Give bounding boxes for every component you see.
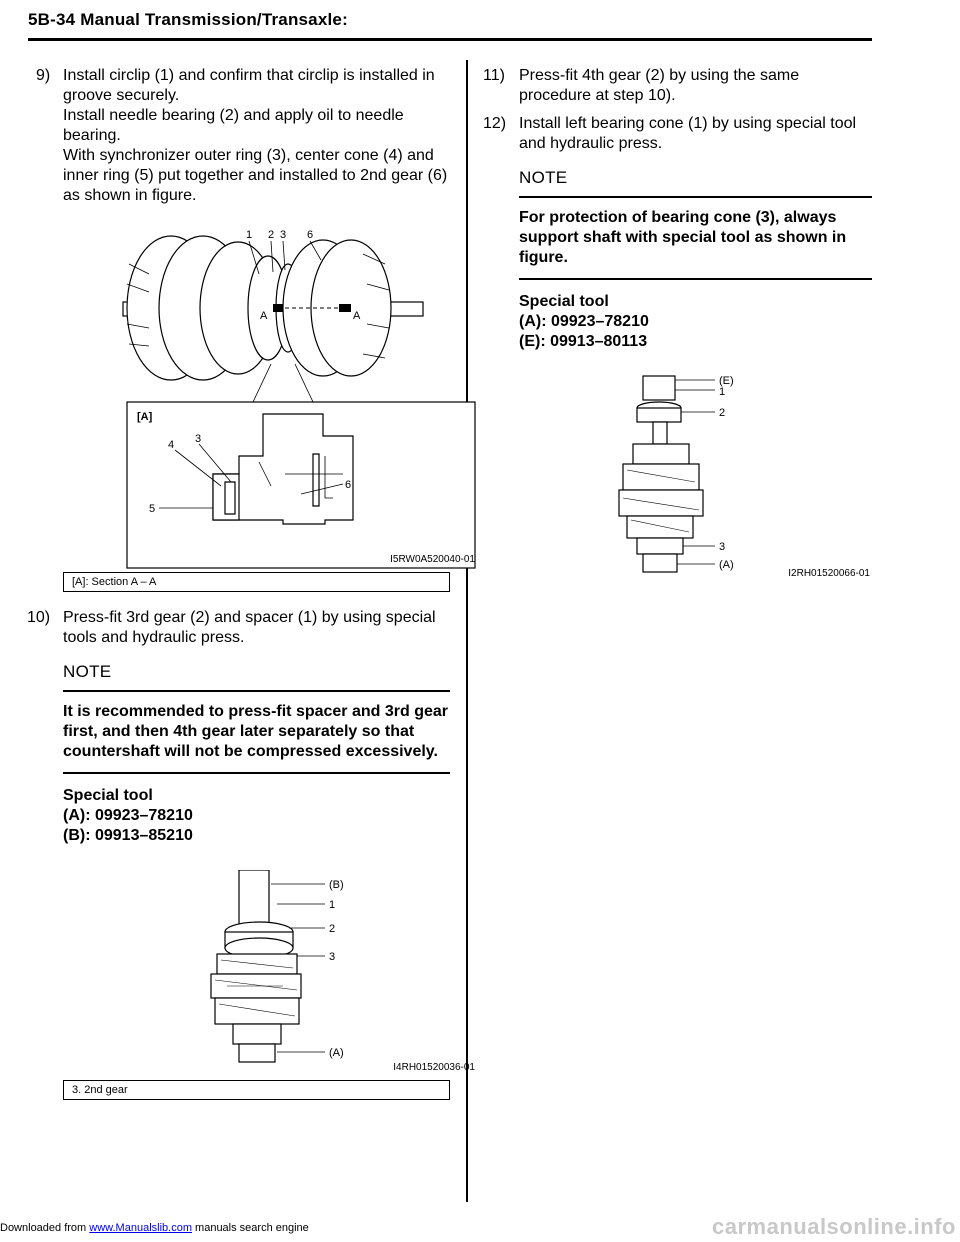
section-label: [A] [137,411,153,423]
figure-id: I5RW0A520040-01 [390,554,475,565]
figure-left-bearing-cone [519,368,872,586]
callout-a: (A) [719,559,734,571]
watermark: carmanualsonline.info [712,1214,956,1239]
special-tool-a: (A): 09923–78210 [519,313,649,330]
note-body: It is recommended to press-fit spacer and 3rd gear first, and then 4th gear later separately so that countershaft will not be compressed excessively. [63,692,450,774]
special-tool-e: (E): 09913–80113 [519,333,648,350]
step-number: 12) [483,115,507,132]
callout-2: 2 [329,923,336,935]
bearing-cone-illustration [519,368,872,586]
page-header [28,10,872,50]
callout-1: 1 [719,386,726,398]
callout-3: 3 [719,541,726,553]
callout-2: 2 [719,407,726,419]
callout-6: 6 [307,229,314,241]
note-block [63,662,450,774]
section-callout-5: 5 [149,503,156,515]
section-mark-a-left: A [260,310,268,322]
step-10-text: Press-fit 3rd gear (2) and spacer (1) by using special tools and hydraulic press. [63,609,436,646]
note-body: For protection of bearing cone (3), always support shaft with special tool as shown in figure. [519,198,872,280]
callout-3: 3 [280,229,287,241]
step-number: 10) [27,609,51,626]
step-9-line-3: With synchronizer outer ring (3), center cone (4) and inner ring (5) put together and installed to 2nd gear (6) as shown in figure. [63,147,448,204]
section-mark-a-right: A [353,310,361,322]
callout-a: (A) [329,1047,344,1059]
special-tool-title: Special tool [519,293,609,310]
special-tool-a: (A): 09923–78210 [63,807,193,824]
note-title: NOTE [63,662,450,692]
section-callout-6: 6 [345,479,352,491]
callout-1: 1 [329,899,336,911]
page-title: 5B-34 Manual Transmission/Transaxle: [28,10,348,29]
callout-e: (E) [719,375,734,387]
step-10 [27,608,450,648]
press-fit-illustration [63,870,477,1080]
callout-1: 1 [246,229,253,241]
callout-b: (B) [329,879,344,891]
figure-press-fit-3rd-gear [63,870,477,1080]
section-callout-4: 4 [168,439,175,451]
footer-suffix: manuals search engine [191,1222,309,1234]
synchronizer-illustration [63,224,477,572]
footer-prefix: Downloaded from [0,1222,90,1234]
step-12 [483,114,872,154]
step-9-line-1: Install circlip (1) and confirm that circlip is installed in groove securely. [63,67,435,104]
figure-id: I2RH01520066-01 [788,568,870,579]
callout-2: 2 [268,229,275,241]
note-block [519,168,872,280]
special-tool-title: Special tool [63,787,153,804]
step-11-text: Press-fit 4th gear (2) by using the same procedure at step 10). [519,67,800,104]
callout-3: 3 [329,951,336,963]
note-title: NOTE [519,168,872,198]
step-11 [483,66,872,106]
section-callout-3: 3 [195,433,202,445]
special-tool-b: (B): 09913–85210 [63,827,193,844]
figure-caption: [A]: Section A – A [63,572,450,592]
left-column [27,66,475,1100]
special-tool-block [519,292,872,352]
step-9-line-2: Install needle bearing (2) and apply oil to needle bearing. [63,107,404,144]
step-12-text: Install left bearing cone (1) by using special tool and hydraulic press. [519,115,857,152]
figure-caption: 3. 2nd gear [63,1080,450,1100]
right-column [483,66,872,586]
page-footer [0,1222,309,1234]
manualslib-link[interactable]: www.Manualslib.com [89,1222,192,1234]
figure-synchronizer-section [63,224,477,572]
step-number: 11) [483,67,505,84]
special-tool-block [63,786,450,846]
header-rule [28,38,872,41]
figure-id: I4RH01520036-01 [393,1062,475,1073]
step-9 [36,66,450,206]
step-number: 9) [36,67,51,84]
